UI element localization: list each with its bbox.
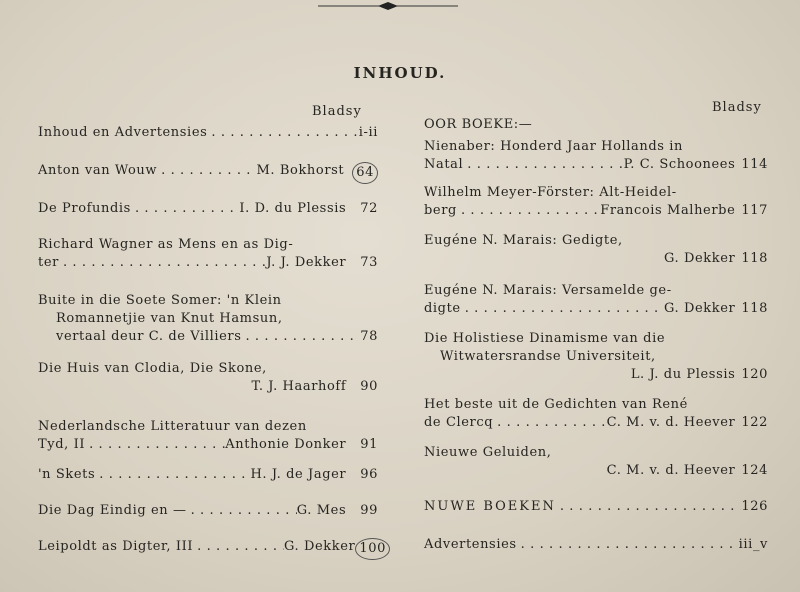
toc-entry: Die Dag Eindig en — . . . G. Mes 99 bbox=[38, 502, 378, 520]
toc-entry: Advertensies . . . iii_v bbox=[424, 536, 768, 554]
toc-entry: Die Huis van Clodia, Die Skone, T. J. Haarhoff 90 bbox=[38, 361, 378, 394]
toc-entry: NUWE BOEKEN . . . 126 bbox=[424, 498, 768, 516]
toc-entry: Inhoud en Advertensies . . . i-ii bbox=[38, 124, 378, 142]
ornament-divider bbox=[318, 0, 458, 14]
toc-entry: Nederlandsche Litteratuur van dezen Tyd, II . . . Anthonie Donker 91 bbox=[38, 418, 378, 454]
toc-entry: Buite in die Soete Somer: 'n Klein Romannetjie van Knut Hamsun, vertaal deur C. de Villiers . . . 78 bbox=[38, 292, 378, 346]
toc-entry: De Profundis . . . I. D. du Plessis 72 bbox=[38, 200, 378, 218]
page-title: INHOUD. bbox=[353, 64, 447, 82]
toc-entry: Die Holistiese Dinamisme van die Witwatersrandse Universiteit, L. J. du Plessis 120 bbox=[424, 331, 768, 382]
circled-page-number: 64 bbox=[352, 162, 378, 184]
circled-page-number: 100 bbox=[355, 538, 390, 560]
right-bladsy-header: Bladsy bbox=[712, 100, 762, 115]
toc-entry: Het beste uit de Gedichten van René de Clercq . . . C. M. v. d. Heever 122 bbox=[424, 396, 768, 432]
toc-entry: Richard Wagner as Mens en as Dig- ter . . . J. J. Dekker 73 bbox=[38, 236, 378, 272]
toc-entry: Wilhelm Meyer-Förster: Alt-Heidel- berg . . . Francois Malherbe 117 bbox=[424, 184, 768, 220]
toc-entry: 'n Skets . . . H. J. de Jager 96 bbox=[38, 466, 378, 484]
toc-entry: Eugéne N. Marais: Gedigte, G. Dekker 118 bbox=[424, 233, 768, 266]
toc-entry: Leipoldt as Digter, III . . . G. Dekker 100 bbox=[38, 538, 390, 560]
toc-entry: Nieuwe Geluiden, C. M. v. d. Heever 124 bbox=[424, 445, 768, 478]
toc-entry: Anton van Wouw . . . M. Bokhorst 64 bbox=[38, 162, 378, 184]
left-bladsy-header: Bladsy bbox=[312, 104, 362, 119]
toc-entry: Nienaber: Honderd Jaar Hollands in Natal . . . P. C. Schoonees 114 bbox=[424, 138, 768, 174]
section-heading: OOR BOEKE:— bbox=[424, 117, 533, 132]
toc-entry: Eugéne N. Marais: Versamelde ge- digte . . . G. Dekker 118 bbox=[424, 282, 768, 318]
